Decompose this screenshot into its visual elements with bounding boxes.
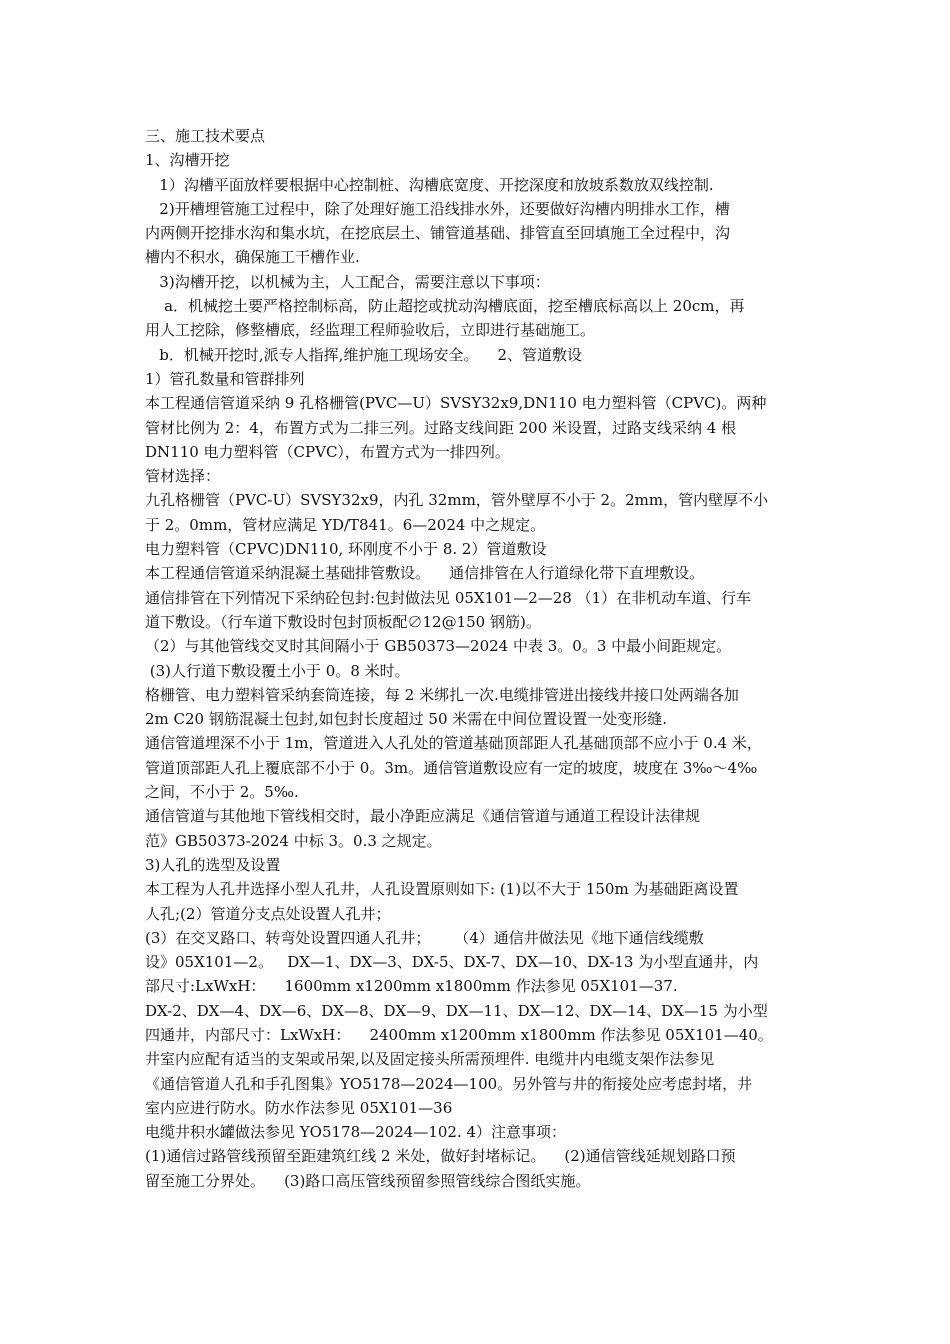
text-line: (3）在交叉路口、转弯处设置四通人孔井； （4）通信井做法见《地下通信线缆敷 <box>145 928 704 947</box>
text-line: 留至施工分界处。 (3)路口高压管线预留参照管线综合图纸实施。 <box>145 1171 591 1190</box>
text-line: 槽内不积水，确保施工干槽作业. <box>145 248 360 267</box>
subsection-heading: 1）管孔数量和管群排列 <box>145 369 305 388</box>
text-line: 井室内应配有适当的支架或吊架,以及固定接头所需预埋件. 电缆井内电缆支架作法参见 <box>145 1050 715 1069</box>
section-heading: 三、施工技术要点 <box>145 127 266 145</box>
text-line: 3)沟槽开挖，以机械为主，人工配合，需要注意以下事项： <box>145 272 550 291</box>
text-line: 2m C20 钢筋混凝土包封,如包封长度超过 50 米需在中间位置设置一处变形缝. <box>145 710 668 729</box>
text-line: 本工程通信管道采纳混凝土基础排管敷设。 通信排管在人行道绿化带下直埋敷设。 <box>145 564 705 583</box>
text-line: (1)通信过路管线预留至距建筑红线 2 米处，做好封堵标记。 (2)通信管线延规划路口预 <box>145 1147 736 1166</box>
text-line: 1）沟槽平面放样要根据中心控制桩、沟槽底宽度、开挖深度和放坡系数放双线控制. <box>145 175 714 194</box>
text-line: a．机械挖土要严格控制标高，防止超挖或扰动沟槽底面，挖至槽底标高以上 20cm，再 <box>145 297 745 316</box>
text-line: DN110 电力塑料管（CPVC），布置方式为一排四列。 <box>145 442 510 461</box>
text-line: 通信管道与其他地下管线相交时，最小净距应满足《通信管道与通道工程设计法律规 <box>145 807 701 826</box>
text-line: 电力塑料管（CPVC)DN110, 环刚度不小于 8. 2）管道敷设 <box>145 540 547 559</box>
text-line: 用人工挖除，修整槽底，经监理工程师验收后，立即进行基础施工。 <box>145 321 596 340</box>
text-line: （2）与其他管线交叉时其间隔小于 GB50373—2024 中表 3。0。3 中最小间距规定。 <box>145 637 732 656</box>
text-line: 通信管道埋深不小于 1m，管道进入人孔处的管道基础顶部距人孔基础顶部不应小于 0.4 米， <box>145 734 762 753</box>
text-line: 道下敷设。（行车道下敷设时包封顶板配∅12@150 钢筋)。 <box>145 612 541 631</box>
text-line: 之间，不小于 2。5‰. <box>145 783 299 802</box>
text-line: 内两侧开挖排水沟和集水坑，在挖底层土、铺管道基础、排管直至回填施工全过程中，沟 <box>145 224 731 243</box>
text-line: 室内应进行防水。防水作法参见 05X101—36 <box>145 1098 453 1117</box>
text-line: 电缆井积水罐做法参见 YO5178—2024—102. 4）注意事项： <box>145 1123 567 1142</box>
text-line: 本工程为人孔井选择小型人孔井，人孔设置原则如下: (1)以不大于 150m 为基础距离设置 <box>145 880 739 899</box>
text-line: 管材选择： <box>145 467 221 486</box>
text-line: 范》GB50373-2024 中标 3。0.3 之规定。 <box>145 831 442 850</box>
text-line: 本工程通信管道采纳 9 孔格栅管(PVC—U）SVSY32x9,DN110 电力塑料管（CPVC)。两种 <box>145 394 767 413</box>
text-line: 人孔;(2）管道分支点处设置人孔井； <box>145 904 391 923</box>
text-line: 《通信管道人孔和手孔图集》YO5178—2024—100。另外管与井的衔接处应考虑封堵，井 <box>145 1074 753 1093</box>
text-line: 设》05X101—2。 DX—1、DX—3、DX-5、DX-7、DX—10、DX-13 为小型直通井，内 <box>145 953 759 972</box>
text-line: 通信排管在下列情况下采纳砼包封:包封做法见 05X101—2—28 （1）在非机动车道、行车 <box>145 588 752 607</box>
text-line: 于 2。0mm，管材应满足 YD/T841。6—2024 中之规定。 <box>145 515 546 534</box>
text-line: 2)开槽埋管施工过程中，除了处理好施工沿线排水外，还要做好沟槽内明排水工作，槽 <box>145 199 730 218</box>
text-line: 格栅管、电力塑料管采纳套筒连接，每 2 米绑扎一次.电缆排管进出接线井接口处两端各加 <box>145 685 739 704</box>
text-line: 部尺寸:LxWxH： 1600mm x1200mm x1800mm 作法参见 05X101—37. <box>145 977 678 996</box>
text-line: 四通井，内部尺寸：LxWxH： 2400mm x1200mm x1800mm 作法参见 05X101—40。 <box>145 1025 773 1044</box>
text-line: DX-2、DX—4、DX—6、DX—8、DX—9、DX—11、DX—12、DX—14、DX—15 为小型 <box>145 1001 768 1020</box>
text-line: 管道顶部距人孔上覆底部不小于 0。3m。通信管道敷设应有一定的坡度，坡度在 3‰～4‰ <box>145 758 758 777</box>
text-line: b．机械开挖时,派专人指挥,维护施工现场安全。 2、管道敷设 <box>145 345 583 364</box>
text-line: 管材比例为 2：4，布置方式为二排三列。过路支线间距 200 米设置，过路支线采纳 4 根 <box>145 418 737 437</box>
subsection-heading: 3)人孔的选型及设置 <box>145 855 281 874</box>
document-body <box>145 124 810 1193</box>
text-line: (3)人行道下敷设覆土小于 0。8 米时。 <box>145 661 410 680</box>
text-line: 九孔格栅管（PVC-U）SVSY32x9，内孔 32mm，管外壁厚不小于 2。2mm，管内壁厚不小 <box>145 491 769 510</box>
subsection-heading: 1、沟槽开挖 <box>145 151 230 170</box>
